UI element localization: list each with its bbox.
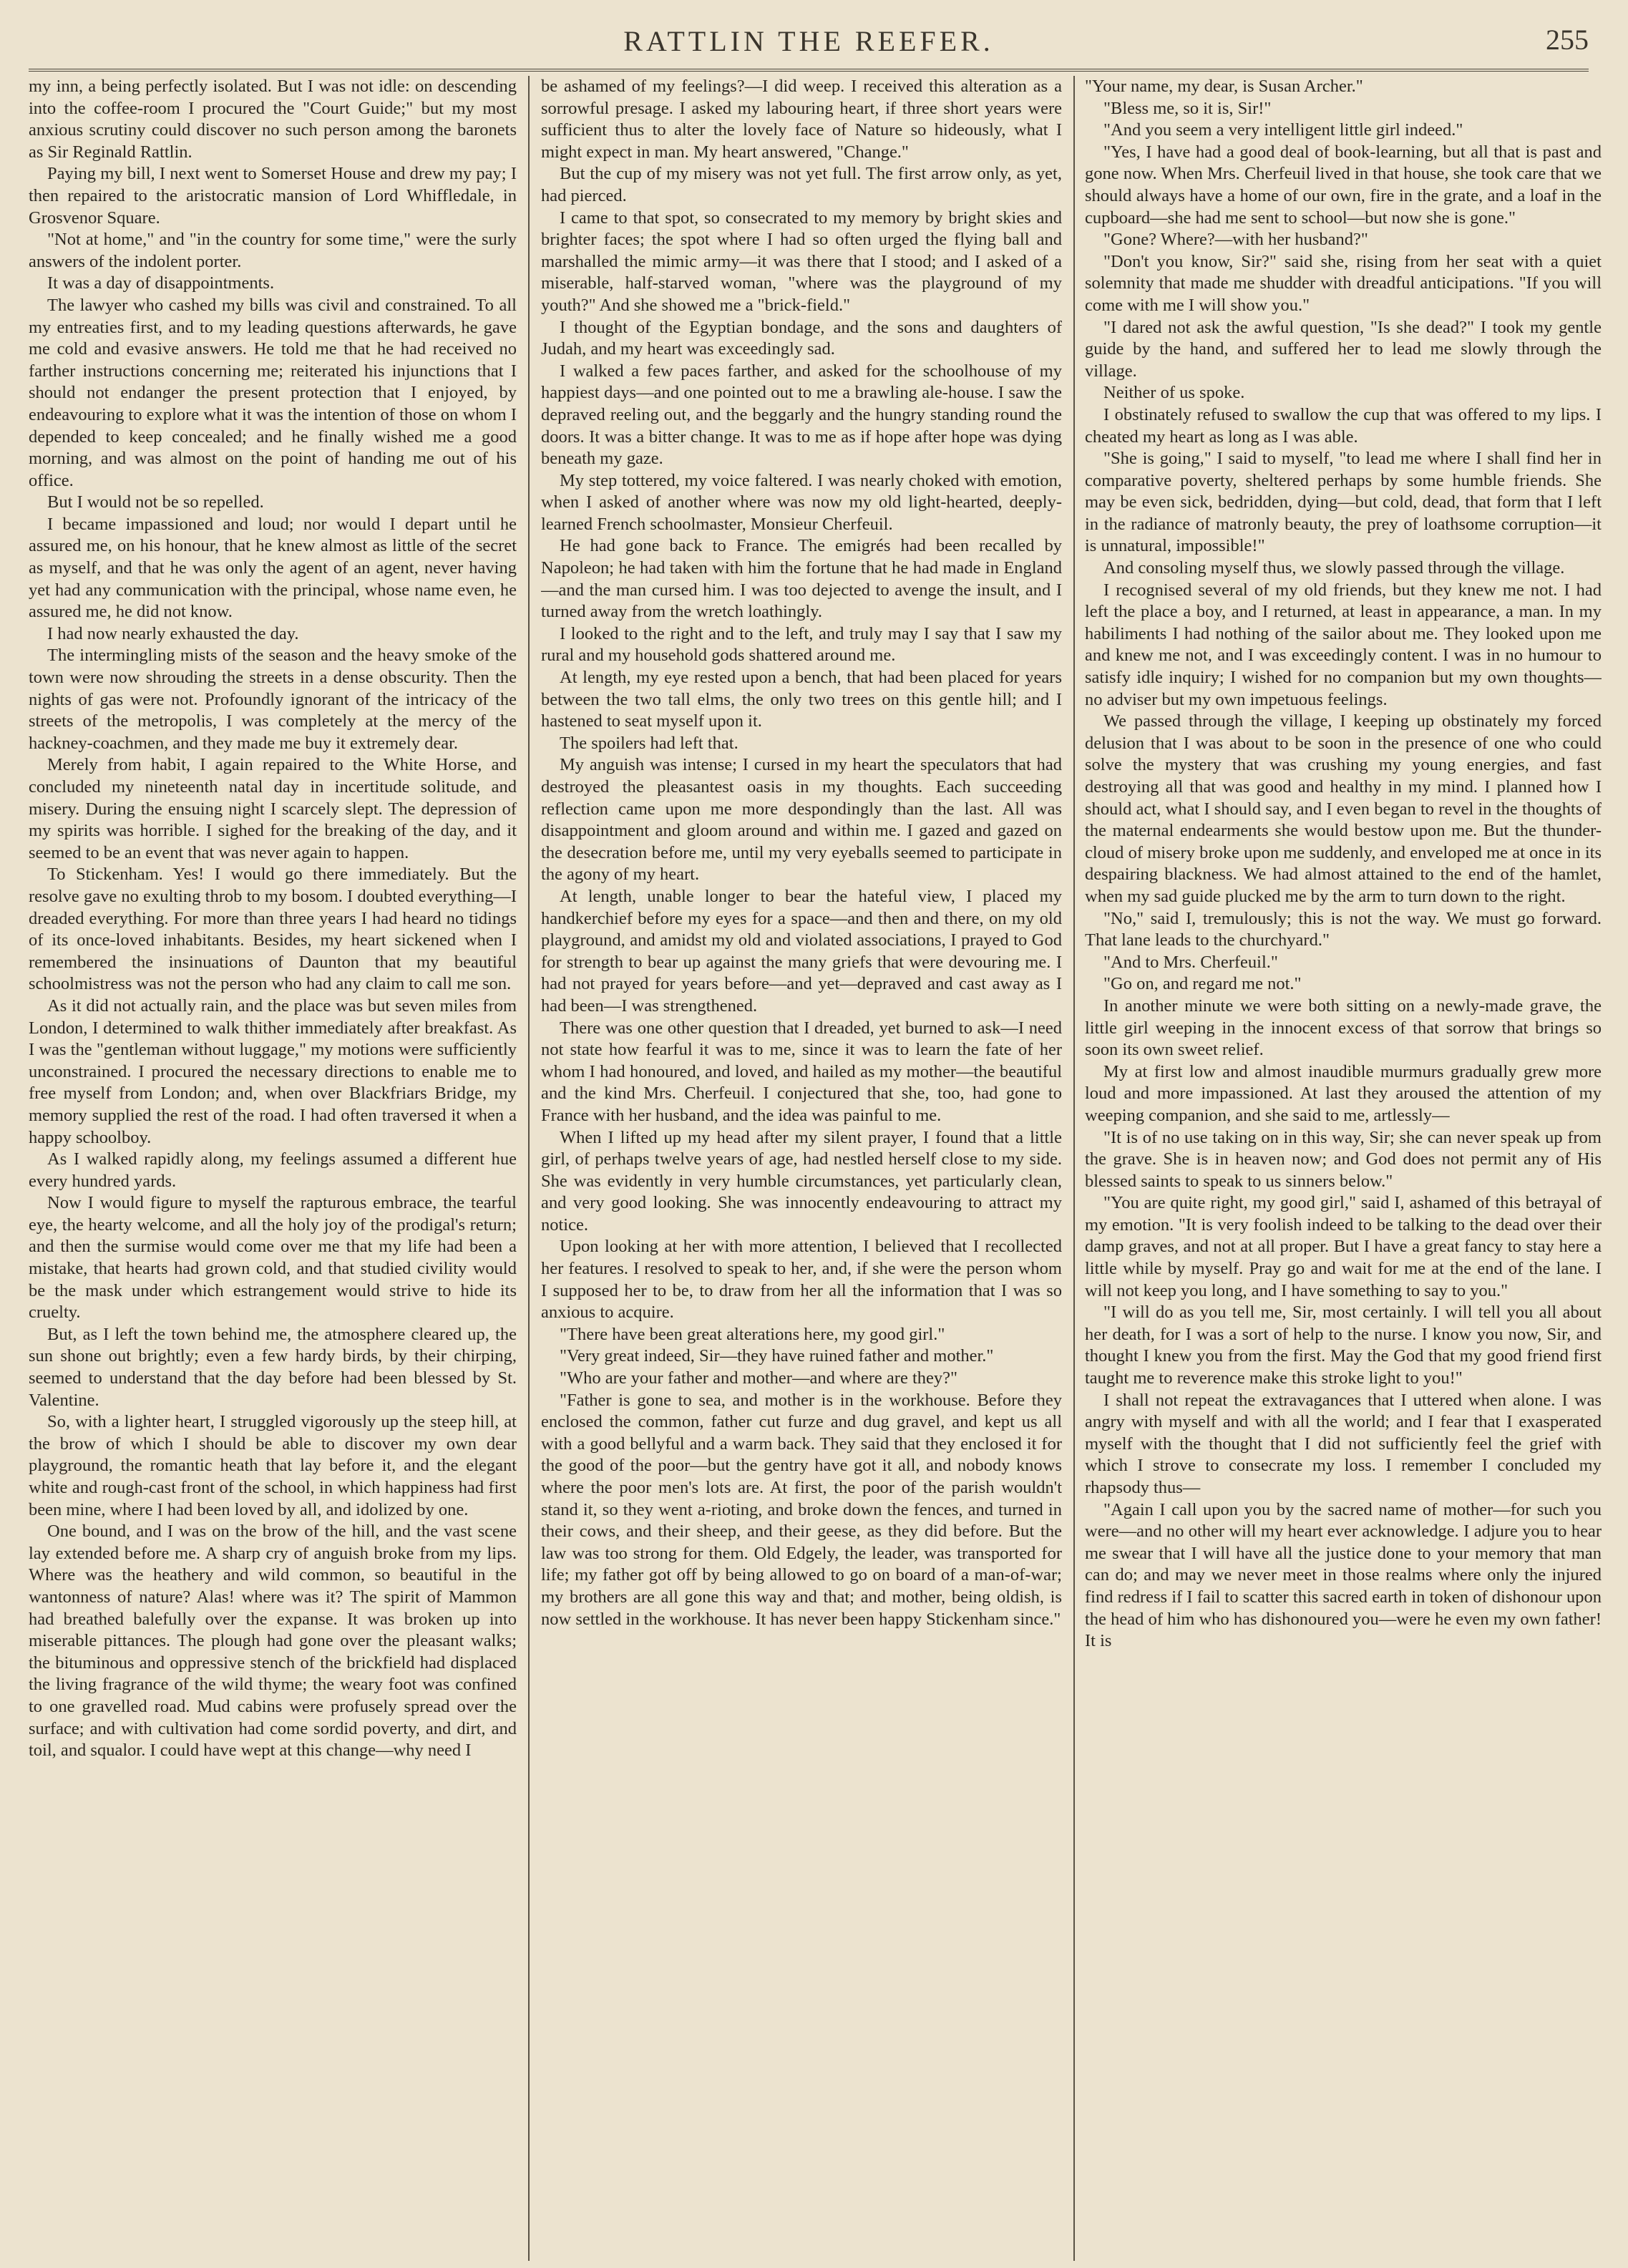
paragraph: "Gone? Where?—with her husband?" xyxy=(1103,230,1368,250)
paragraph: I shall not repeat the extravagances that I uttered when alone. I was angry with myself and with all the world; and I fear that I exasperated myself with the thought that I did not sufficiently feel the grief with which I strove to consecrate my loss. I remember I concluded my rhapsody thus— xyxy=(1085,1390,1602,1497)
paragraph: "Who are your father and mother—and where are they?" xyxy=(560,1368,958,1388)
paragraph: "There have been great alterations here, my good girl." xyxy=(560,1324,945,1344)
paragraph: When I lifted up my head after my silent prayer, I found that a little girl, of perhaps twelve years of age, had nestled herself close to my side. She was evidently in very humble circumstances, yet particularly clean, and very good looking. She was innocently endeavouring to attract my notice. xyxy=(541,1127,1062,1235)
paragraph: "Don't you know, Sir?" said she, rising from her seat with a quiet solemnity that made me shudder with dreadful anticipations. "If you will come with me I will show you." xyxy=(1085,251,1602,315)
column-2 xyxy=(541,76,1062,2261)
column-3 xyxy=(1085,76,1602,2261)
paragraph: "Again I call upon you by the sacred name of mother—for such you were—and no other will my heart ever acknowledge. I adjure you to hear me swear that I will have all the justice done to your memory that man can do; and may we never meet in those realms where only the injured find redress if I fail to scatter this sacred earth in token of dishonour upon the head of him who has dishonoured you—were he even my own father! It is xyxy=(1085,1499,1602,1651)
paragraph: There was one other question that I dreaded, yet burned to ask—I need not state how fearful it was to me, since it was to learn the fate of her whom I had honoured, and loved, and hailed as my mother—the beautiful and the kind Mrs. Cherfeuil. I conjectured that she, too, had gone to France with her husband, and the idea was painful to me. xyxy=(541,1018,1062,1125)
paragraph: "And you seem a very intelligent little girl indeed." xyxy=(1103,120,1463,140)
page-header xyxy=(29,20,1589,64)
paragraph: "She is going," I said to myself, "to lead me where I shall find her in comparative poverty, sheltered perhaps by some humble friends. She may be even sick, bedridden, dying—but cold, dead, that form that I left in the radiance of matronly beauty, the prey of loathsome corruption—it is unnatural, impossible!" xyxy=(1085,449,1602,556)
paragraph: "And to Mrs. Cherfeuil." xyxy=(1103,952,1278,972)
paragraph: Paying my bill, I next went to Somerset House and drew my pay; I then repaired to the aristocratic mansion of Lord Whiffledale, in Grosvenor Square. xyxy=(29,164,517,228)
column-1 xyxy=(29,76,517,2261)
paragraph: I thought of the Egyptian bondage, and the sons and daughters of Judah, and my heart was exceedingly sad. xyxy=(541,317,1062,359)
paragraph: "It is of no use taking on in this way, Sir; she can never speak up from the grave. She is in heaven now; and God does not permit any of His blessed saints to speak to us sinners below." xyxy=(1085,1127,1602,1191)
header-rule xyxy=(29,69,1589,72)
paragraph: In another minute we were both sitting on a newly-made grave, the little girl weeping in the innocent excess of that sorrow that brings so soon its own sweet relief. xyxy=(1085,996,1602,1060)
paragraph: I had now nearly exhausted the day. xyxy=(47,623,299,643)
paragraph: But the cup of my misery was not yet full. The first arrow only, as yet, had pierced. xyxy=(541,164,1062,205)
paragraph: "I will do as you tell me, Sir, most certainly. I will tell you all about her death, for I was a sort of help to the nurse. I know you now, Sir, and thought I knew you from the first. May the God that my good friend first taught me to reverence make this stroke light to you!" xyxy=(1085,1303,1602,1388)
paragraph: I looked to the right and to the left, and truly may I say that I saw my rural and my household gods shattered around me. xyxy=(541,623,1062,666)
paragraph: my inn, a being perfectly isolated. But I was not idle: on descending into the coffee-room I procured the "Court Guide;" but my most anxious scrutiny could discover no such person among the baronets as Sir Reginald Rattlin. xyxy=(29,77,517,162)
paragraph: "Not at home," and "in the country for some time," were the surly answers of the indolent porter. xyxy=(29,230,517,271)
paragraph: Neither of us spoke. xyxy=(1103,383,1245,403)
page-number: 255 xyxy=(1546,24,1589,56)
paragraph: To Stickenham. Yes! I would go there immediately. But the resolve gave no exulting throb to my bosom. I doubted everything—I dreaded everything. For more than three years I had heard no tidings of its once-loved inhabitants. Besides, my heart sickened when I remembered the insinuations of Daunton that my beautiful schoolmistress was not the person who had any claim to call me son. xyxy=(29,865,517,994)
paragraph: The lawyer who cashed my bills was civil and constrained. To all my entreaties first, and to my leading questions afterwards, he gave me cold and evasive answers. He told me that he had received no farther instructions concerning me; reiterated his injunctions that I should not endanger the present protection that I enjoyed, by endeavouring to explore what it was the intention of those on whom I depended to keep concealed; and he finally wished me a good morning, and was almost on the point of handing me out of his office. xyxy=(29,295,517,490)
paragraph: "No," said I, tremulously; this is not the way. We must go forward. That lane leads to the churchyard." xyxy=(1085,908,1602,950)
paragraph: The spoilers had left that. xyxy=(560,733,739,753)
running-title: RATTLIN THE REEFER. xyxy=(623,25,994,57)
paragraph: I came to that spot, so consecrated to my memory by bright skies and brighter faces; the spot where I had so often urged the flying ball and marshalled the mimic army—it was there that I stood; and I asked of a miserable, half-starved woman, "where was the playground of my youth?" And she showed me a "brick-field." xyxy=(541,208,1062,315)
paragraph: My at first low and almost inaudible murmurs gradually grew more loud and more impassioned. At last they aroused the attention of my weeping companion, and she said to me, artlessly— xyxy=(1085,1061,1602,1125)
text-columns xyxy=(29,76,1602,2261)
paragraph: "Father is gone to sea, and mother is in the workhouse. Before they enclosed the common, father cut furze and dug gravel, and kept us all with a good bellyful and a warm back. They said that they enclosed it for the good of the poor—but the gentry have got it all, and nobody knows where the poor men's lots are. At first, the poor of the parish wouldn't stand it, so they went a-rioting, and broke down the fences, and turned in their cows, and their sheep, and their geese, as they did before. But the law was too strong for them. Old Edgely, the leader, was transported for life; my father got off by being allowed to go on board of a man-of-war; my brothers are all gone this way and that; and mother, being oldish, is now settled in the workhouse. It has never been happy Stickenham since." xyxy=(541,1390,1062,1629)
paragraph: The intermingling mists of the season and the heavy smoke of the town were now shrouding the streets in a dense obscurity. Then the nights of gas were not. Profoundly ignorant of the intricacy of the streets of the metropolis, I was completely at the mercy of the hackney-coachmen, and they made me buy it extremely dear. xyxy=(29,646,517,753)
paragraph: "Go on, and regard me not." xyxy=(1103,974,1302,994)
paragraph: At length, my eye rested upon a bench, that had been placed for years between the two tall elms, the only two trees on this gentle hill; and I hastened to seat myself upon it. xyxy=(541,668,1062,731)
paragraph: One bound, and I was on the brow of the hill, and the vast scene lay extended before me. A sharp cry of anguish broke from my lips. Where was the heathery and wild common, so beautiful in the wantonness of nature? Alas! where was it? The spirit of Mammon had breathed balefully over the expanse. It was broken up into miserable pittances. The plough had gone over the pleasant walks; the bituminous and oppressive stench of the brickfield had displaced the living fragrance of the wild thyme; the weary foot was confined to one gravelled road. Mud cabins were profusely spread over the surface; and with cultivation had come sordid poverty, and dirt, and toil, and squalor. I could have wept at this change—why need I xyxy=(29,1522,517,1761)
paragraph: I became impassioned and loud; nor would I depart until he assured me, on his honour, that he knew almost as little of the secret as myself, and that he was only the agent of an agent, never having yet had any communication with the principal, whose name even, he assured me, he did not know. xyxy=(29,514,517,622)
paragraph: "Very great indeed, Sir—they have ruined father and mother." xyxy=(560,1346,994,1366)
paragraph: Now I would figure to myself the rapturous embrace, the tearful eye, the hearty welcome, and all the holy joy of the prodigal's return; and then the surmise would come over me that my life had been a mistake, that hearts had grown cold, and that studied civility would be the mask under which estrangement would strive to hide its cruelty. xyxy=(29,1193,517,1323)
paragraph: We passed through the village, I keeping up obstinately my forced delusion that I was about to be soon in the presence of one who could solve the mystery that was crushing my young energies, and fast destroying all that was good and healthy in my mind. I planned how I should act, what I should say, and I even began to revel in the thoughts of the maternal endearments she would bestow upon me. But the thunder-cloud of misery broke upon me suddenly, and enveloped me at once in its despairing blackness. We had almost attained to the end of the hamlet, when my sad guide plucked me by the arm to turn down to the right. xyxy=(1085,711,1602,906)
paragraph: It was a day of disappointments. xyxy=(47,273,275,293)
paragraph: He had gone back to France. The emigrés had been recalled by Napoleon; he had taken with him the fortune that he had made in England—and the man cursed him. I was too dejected to avenge the insult, and I turned away from the wretch loathingly. xyxy=(541,536,1062,622)
paragraph: Upon looking at her with more attention, I believed that I recollected her features. I resolved to speak to her, and, if she were the person whom I supposed her to be, to draw from her all the information that I was so anxious to acquire. xyxy=(541,1237,1062,1323)
paragraph: As it did not actually rain, and the place was but seven miles from London, I determined to walk thither immediately after breakfast. As I was the "gentleman without luggage," my motions were sufficiently unconstrained. I procured the necessary directions to enable me to free myself from London; and, when over Blackfriars Bridge, my memory supplied the rest of the road. I had often traversed it when a happy schoolboy. xyxy=(29,996,517,1147)
paragraph: Merely from habit, I again repaired to the White Horse, and concluded my nineteenth natal day in incertitude solitude, and misery. During the ensuing night I scarcely slept. The depression of my spirits was horrible. I sighed for the breaking of the day, and it seemed to be an event that was never again to happen. xyxy=(29,755,517,862)
paragraph: "Bless me, so it is, Sir!" xyxy=(1103,98,1272,118)
paragraph: "Your name, my dear, is Susan Archer." xyxy=(1085,77,1363,96)
paragraph: "You are quite right, my good girl," said I, ashamed of this betrayal of my emotion. "It is very foolish indeed to be talking to the dead over their damp graves, and not at all proper. But I have a great fancy to stay here a little while by myself. Pray go and wait for me at the end of the lane. I will not keep you long, and I have something to say to you." xyxy=(1085,1193,1602,1300)
paragraph: I obstinately refused to swallow the cup that was offered to my lips. I cheated my heart as long as I was able. xyxy=(1085,404,1602,447)
paragraph: My anguish was intense; I cursed in my heart the speculators that had destroyed the pleasantest oasis in my thoughts. Each succeeding reflection came upon me more despondingly than the last. All was disappointment and gloom around and within me. I gazed and gazed on the desecration before me, until my very eyeballs seemed to participate in the agony of my heart. xyxy=(541,755,1062,885)
paragraph: I recognised several of my old friends, but they knew me not. I had left the place a boy, and I returned, at least in appearance, a man. In my habiliments I had nothing of the sailor about me. They looked upon me and knew me not, and I was exceedingly content. I was in no humour to satisfy idle inquiry; I wished for no companion but my own thoughts—no adviser but my own impetuous feelings. xyxy=(1085,580,1602,709)
paragraph: But I would not be so repelled. xyxy=(47,492,264,512)
paragraph: So, with a lighter heart, I struggled vigorously up the steep hill, at the brow of which I should be able to discover my own dear playground, the romantic heath that lay before it, and the elegant white and rough-cast front of the school, in which happiness had first been mine, where I had been loved by all, and idolized by one. xyxy=(29,1412,517,1519)
paragraph: "Yes, I have had a good deal of book-learning, but all that is past and gone now. When Mrs. Cherfeuil lived in that house, she took care that we should always have a home of our own, fire in the grate, and a loaf in the cupboard—she had me sent to school—but now she is gone." xyxy=(1085,142,1602,228)
paragraph: At length, unable longer to bear the hateful view, I placed my handkerchief before my eyes for a space—and then and there, on my old playground, and amidst my old and violated associations, I prayed to God for strength to bear up against the many griefs that were devouring me. I had not prayed for years before—and yet—depraved and cast away as I had been—I was strengthened. xyxy=(541,886,1062,1016)
paragraph: My step tottered, my voice faltered. I was nearly choked with emotion, when I asked of another where was now my old light-hearted, deeply-learned French schoolmaster, Monsieur Cherfeuil. xyxy=(541,470,1062,534)
paragraph: But, as I left the town behind me, the atmosphere cleared up, the sun shone out brightly; even a few hardy birds, by their chirping, seemed to understand that the day before had been blessed by St. Valentine. xyxy=(29,1324,517,1410)
paragraph: As I walked rapidly along, my feelings assumed a different hue every hundred yards. xyxy=(29,1149,517,1191)
paragraph: I walked a few paces farther, and asked for the schoolhouse of my happiest days—and one pointed out to me a brawling ale-house. I saw the depraved reeling out, and the beggarly and the hungry standing round the doors. It was a bitter change. It was to me as if hope after hope was dying beneath my gaze. xyxy=(541,361,1062,469)
paragraph: And consoling myself thus, we slowly passed through the village. xyxy=(1103,558,1565,578)
paragraph: "I dared not ask the awful question, "Is she dead?" I took my gentle guide by the hand, and suffered her to lead me slowly through the village. xyxy=(1085,317,1602,381)
paragraph: be ashamed of my feelings?—I did weep. I received this alteration as a sorrowful presage. I asked my labouring heart, if three short years were sufficient thus to alter the lovely face of Nature so hideously, what I might expect in man. My heart answered, "Change." xyxy=(541,77,1062,162)
